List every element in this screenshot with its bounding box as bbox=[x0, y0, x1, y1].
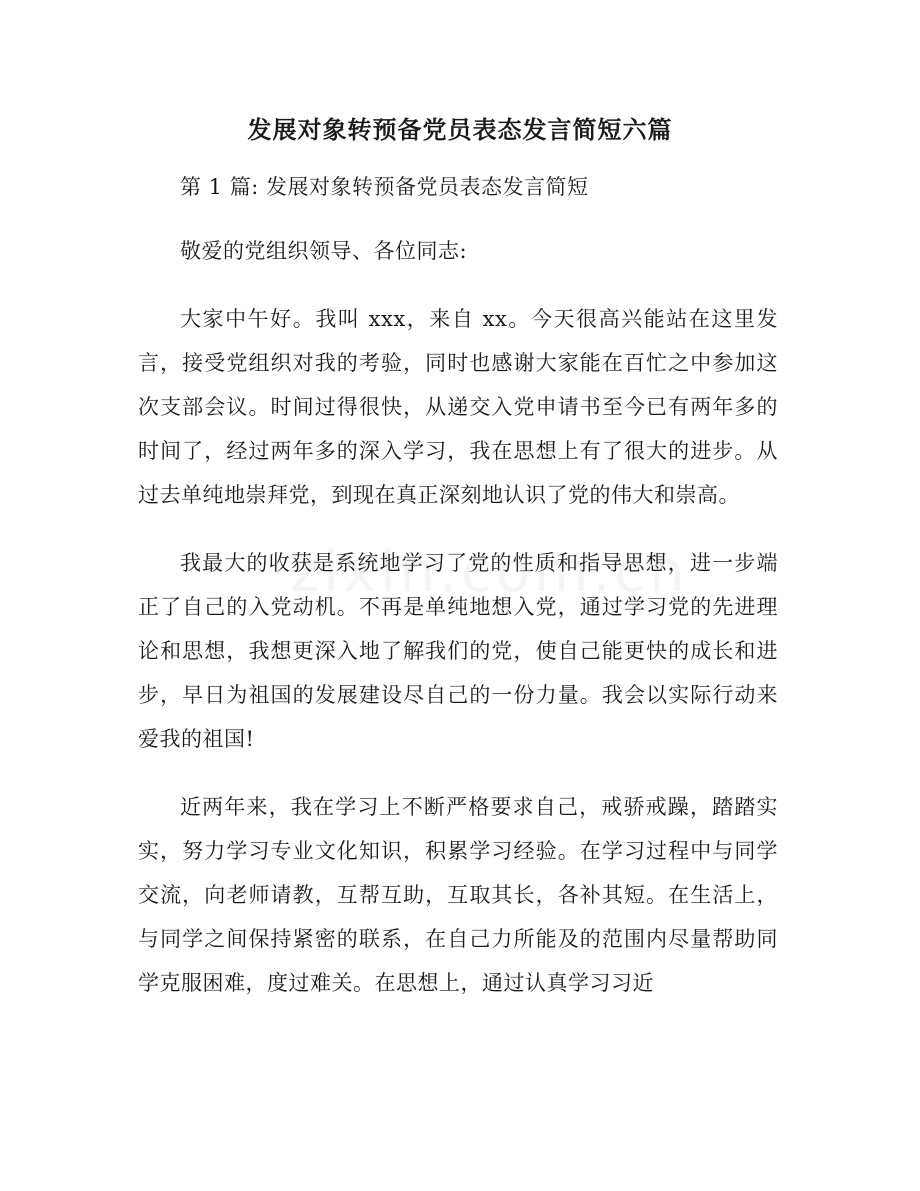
salutation-paragraph: 敬爱的党组织领导、各位同志: bbox=[180, 239, 468, 263]
document-title: 发展对象转预备党员表态发言简短六篇 bbox=[247, 115, 673, 144]
body-paragraph: 近两年来，我在学习上不断严格要求自己，戒骄戒躁，踏踏实实，努力学习专业文化知识，积累学习经验。在学习过程中与同学交流，向老师请教，互帮互助，互取其长，各补其短。在生活上，与同学之间保持紧密的联系，在自己力所能及的范围内尽量帮助同学克服困难，度过难关。在思想上，通过认真学习习近 bbox=[138, 795, 778, 995]
section-heading: 第 1 篇: 发展对象转预备党员表态发言简短 bbox=[180, 175, 589, 199]
document-body bbox=[138, 165, 778, 1029]
body-paragraph: 大家中午好。我叫 xxx，来自 xx。今天很高兴能站在这里发言，接受党组织对我的考验，同时也感谢大家能在百忙之中参加这次支部会议。时间过得很快，从递交入党申请书至今已有两年多的时间了，经过两年多的深入学习，我在思想上有了很大的进步。从过去单纯地崇拜党，到现在真正深刻地认识了党的伟大和崇高。 bbox=[138, 307, 778, 507]
body-paragraph: 我最大的收获是系统地学习了党的性质和指导思想，进一步端正了自己的入党动机。不再是单纯地想入党，通过学习党的先进理论和思想，我想更深入地了解我们的党，使自己能更快的成长和进步，早日为祖国的发展建设尽自己的一份力量。我会以实际行动来爱我的祖国! bbox=[138, 551, 778, 751]
